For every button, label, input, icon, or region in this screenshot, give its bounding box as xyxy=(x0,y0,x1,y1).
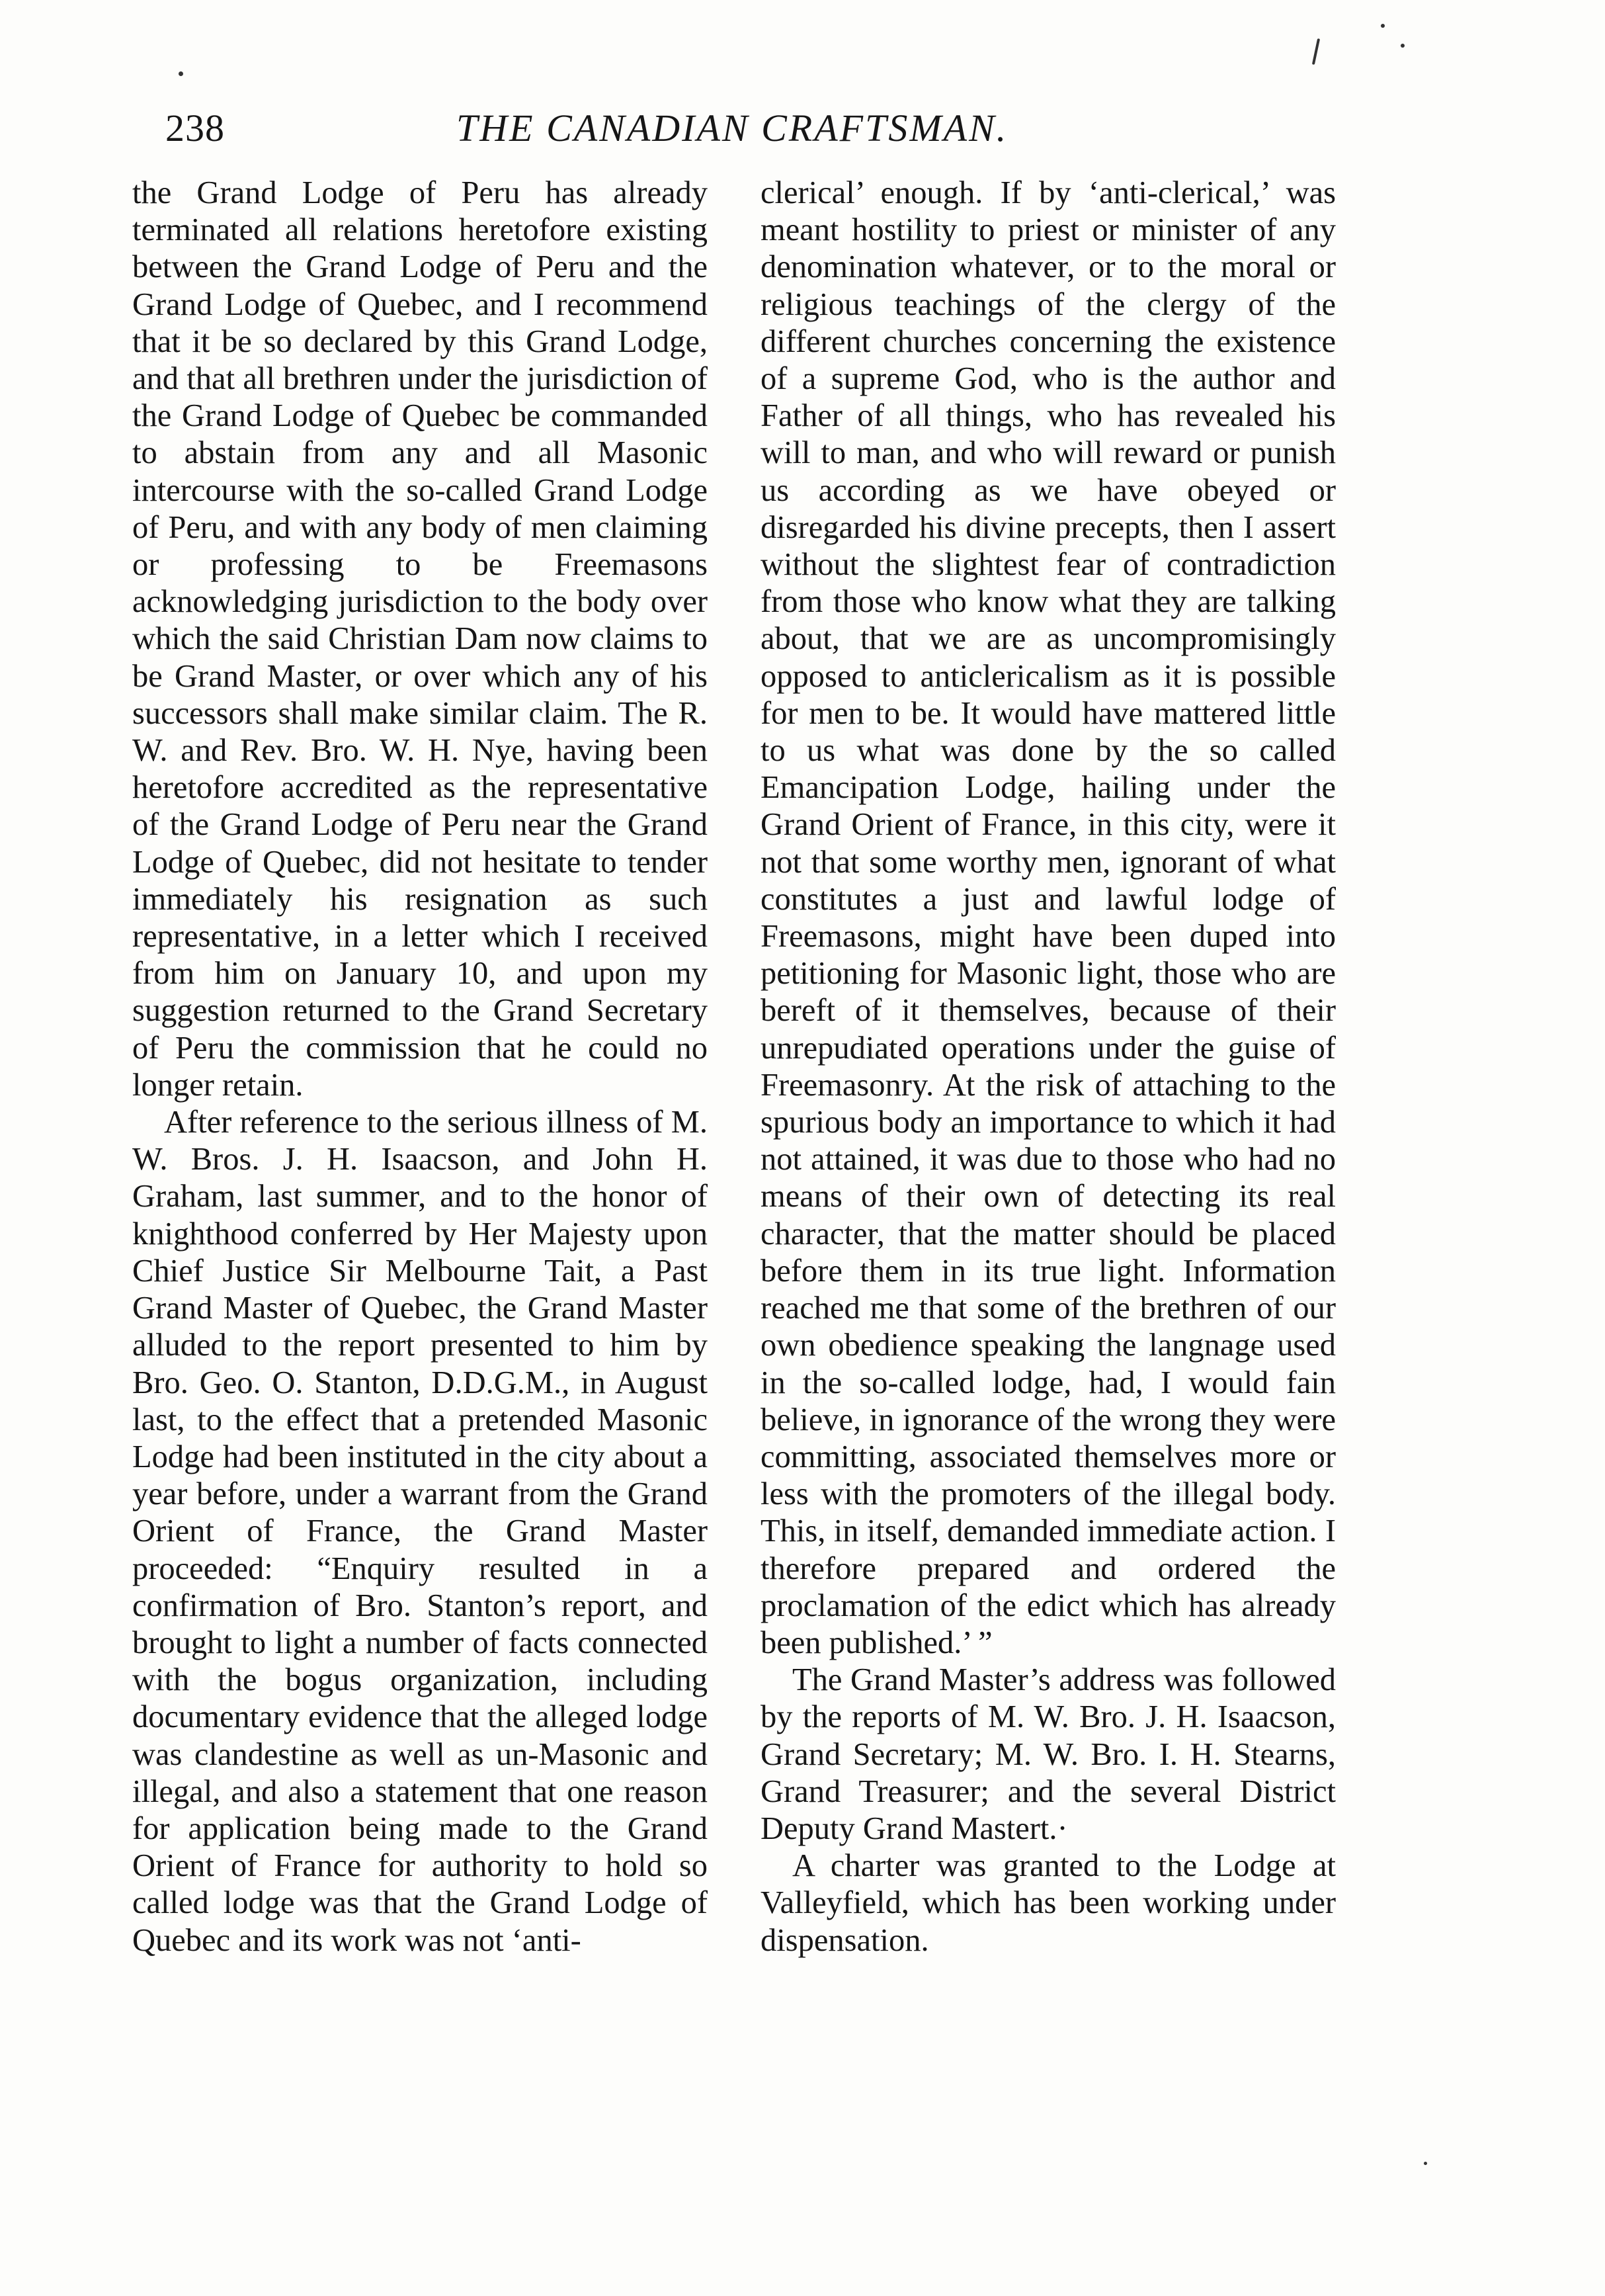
scan-speck xyxy=(1401,44,1405,48)
scan-speck xyxy=(1312,38,1320,65)
scan-speck xyxy=(1424,2162,1427,2165)
paragraph-continued: the Grand Lodge of Peru has already terminated all relations heretofore existing between the Grand Lodge of Peru and the Grand Lodge of Quebec, and I recommend that it be so declared by this Grand Lodge, and that all brethren under the jurisdiction of the Grand Lodge of Quebec be commanded to abstain from any and all Masonic intercourse with the so-called Grand Lodge of Peru, and with any body of men claiming or professing to be Freemasons acknowledging jurisdiction to the body over which the said Christian Dam now claims to be Grand Master, or over which any of his successors shall make similar claim. The R. W. and Rev. Bro. W. H. Nye, having been heretofore accredited as the representative of the Grand Lodge of Peru near the Grand Lodge of Quebec, did not hesitate to tender immediately his resignation as such representative, in a letter which I received from him on January 10, and upon my suggestion returned to the Grand Secretary of Peru the commission that he could no longer retain. xyxy=(132,175,708,1103)
page-header xyxy=(165,99,1356,165)
right-column xyxy=(761,175,1336,1959)
paragraph-continued: clerical’ enough. If by ‘anti-clerical,’ was meant hostility to priest or minister of any denomination whatever, or to the moral or religious teachings of the clergy of the different churches concerning the existence of a supreme God, who is the author and Father of all things, who has revealed his will to man, and who will reward or punish us according as we have obeyed or disregarded his divine precepts, then I assert without the slightest fear of contradiction from those who know what they are talking about, that we are as uncompromisingly opposed to anticlericalism as it is possible for men to be. It would have mattered little to us what was done by the so called Emancipation Lodge, hailing under the Grand Orient of France, in this city, were it not that some worthy men, ignorant of what constitutes a just and lawful lodge of Freemasons, might have been duped into petitioning for Masonic light, those who are bereft of it themselves, because of their unrepudiated operations under the guise of Freemasonry. At the risk of attaching to the spurious body an importance to which it had not attained, it was due to those who had no means of their own of detecting its real character, that the matter should be placed before them in its true light. Information reached me that some of the brethren of our own obedience speaking the langnage used in the so-called lodge, had, I would fain believe, in ignorance of the wrong they were committing, associated themselves more or less with the promoters of the illegal body. This, in itself, demanded immediate action. I therefore prepared and ordered the proclamation of the edict which has already been published.’ ” xyxy=(761,175,1336,1660)
left-column xyxy=(132,175,708,1959)
page-number: 238 xyxy=(165,106,225,149)
paragraph: A charter was granted to the Lodge at Valleyfield, which has been working under dispensation. xyxy=(761,1848,1336,1958)
paragraph: The Grand Master’s address was followed by the reports of M. W. Bro. J. H. Isaacson, Grand Secretary; M. W. Bro. I. H. Stearns, Grand Treasurer; and the several District Deputy Grand Mastert.· xyxy=(761,1662,1336,1846)
scan-speck xyxy=(1381,24,1385,28)
scan-speck xyxy=(179,71,183,76)
paragraph: After reference to the serious illness of M. W. Bros. J. H. Isaacson, and John H. Graham, last summer, and to the honor of knighthood conferred by Her Majesty upon Chief Justice Sir Melbourne Tait, a Past Grand Master of Quebec, the Grand Master alluded to the report presented to him by Bro. Geo. O. Stanton, D.D.G.M., in August last, to the effect that a pretended Masonic Lodge had been instituted in the city about a year before, under a warrant from the Grand Orient of France, the Grand Master proceeded: “Enquiry resulted in a confirmation of Bro. Stanton’s report, and brought to light a number of facts connected with the bogus organization, including documentary evidence that the alleged lodge was clandestine as well as un-Masonic and illegal, and also a statement that one reason for application being made to the Grand Orient of France for authority to hold so called lodge was that the Grand Lodge of Quebec and its work was not ‘anti- xyxy=(132,1105,708,1958)
running-title: THE CANADIAN CRAFTSMAN. xyxy=(456,106,1008,149)
